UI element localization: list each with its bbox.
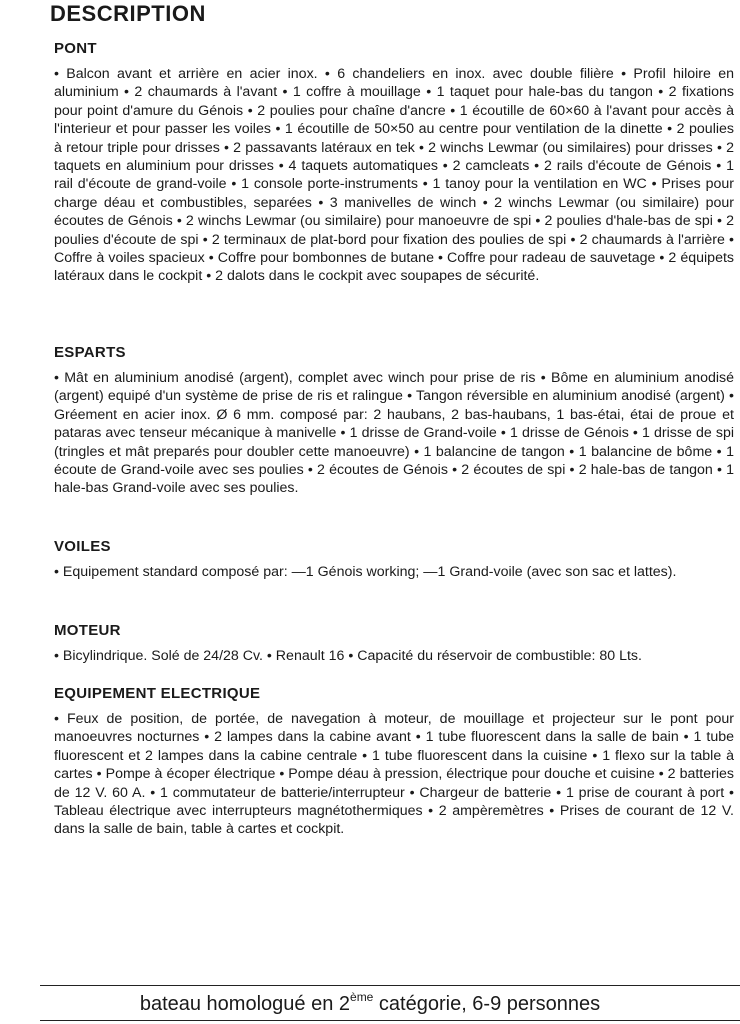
footer-text-after: catégorie, 6-9 personnes xyxy=(373,993,601,1015)
section-heading-voiles: VOILES xyxy=(54,538,111,555)
footer-bottom-rule xyxy=(40,1020,740,1021)
section-body-esparts: • Mât en aluminium anodisé (argent), complet avec winch pour prise de ris • Bôme en aluminium anodisé (argent) equipé d'un système de prise de ris et ralingue • Tangon réversible en aluminium anodisé (argent) • Gréement en acier inox. Ø 6 mm. composé par: 2 haubans, 2 bas-haubans, 1 bas-étai, étai de proue et pataras avec tenseur mécanique à manivelle • 1 drisse de Grand-voile • 1 drisse de Génois • 1 drisse de spi (tringles et mât preparés pour doubler cette manoeuvre) • 1 balancine de tangon • 1 balancine de bôme • 1 écoute de Grand-voile avec ses poulies • 2 écoutes de Génois • 2 écoutes de spi • 2 hale-bas de tangon • 1 hale-bas Grand-voile avec ses poulies. xyxy=(54,370,734,497)
section-moteur xyxy=(54,622,734,665)
section-body-voiles: • Equipement standard composé par: —1 Génois working; —1 Grand-voile (avec son sac et lattes). xyxy=(54,564,677,580)
section-heading-equipement-electrique: EQUIPEMENT ELECTRIQUE xyxy=(54,685,261,702)
footer-text-before: bateau homologué en 2 xyxy=(139,993,351,1015)
section-voiles xyxy=(54,538,734,581)
section-equipement-electrique xyxy=(54,685,734,839)
section-esparts xyxy=(54,344,734,498)
section-body-equipement-electrique: • Feux de position, de portée, de navegation à moteur, de mouillage et projecteur sur le pont pour manoeuvres nocturnes • 2 lampes dans la cabine avant • 1 tube fluorescent dans la salle de bain • 1 tube fluorescent et 2 lampes dans la cabine centrale • 1 tube fluorescent dans la cuisine • 1 flexo sur la table à cartes • Pompe à écoper électrique • Pompe déau à pression, électrique pour douche et cuisine • 2 batteries de 12 V. 60 A. • 1 commutateur de batterie/interrupteur • Chargeur de batterie • 1 prise de courant à port • Tableau électrique avec interrupteurs magnétothermiques • 2 ampèremètres • Prises de courant de 12 V. dans la salle de bain, table à cartes et cockpit. xyxy=(54,711,734,838)
section-pont xyxy=(54,40,734,286)
section-heading-moteur: MOTEUR xyxy=(54,622,121,639)
footer-homologation xyxy=(0,990,740,1016)
page-title: DESCRIPTION xyxy=(50,1,206,26)
section-heading-esparts: ESPARTS xyxy=(54,344,126,361)
section-body-pont: • Balcon avant et arrière en acier inox. • 6 chandeliers en inox. avec double filière • Profil hiloire en aluminium • 2 chaumards à l'avant • 1 coffre à mouillage • 1 taquet pour hale-bas du tangon • 2 fixations pour point d'amure du Génois • 2 poulies pour chaîne d'ancre • 1 écoutille de 60×60 à l'avant pour accès à l'interieur et pour passer les voiles • 1 écoutille de 50×50 au centre pour ventilation de la dinette • 2 poulies à retour triple pour drisses • 2 passavants latéraux en tek • 2 winchs Lewmar (ou similaires) pour drisses • 2 taquets en aluminium pour drisses • 4 taquets automatiques • 2 camcleats • 2 rails d'écoute de Génois • 1 rail d'écoute de grand-voile • 1 console porte-instruments • 1 tanoy pour la ventilation en WC • Prises pour charge déau et combustibles, separées • 3 manivelles de winch • 2 winchs Lewmar (ou similaire) pour écoutes de Génois • 2 winchs Lewmar (ou similaire) pour manoeuvre de spi • 2 poulies d'hale-bas de spi • 2 poulies d'écoute de spi • 2 terminaux de plat-bord pour fixation des poulies de spi • 2 chaumards à l'arrière • Coffre à voiles spacieux • Coffre pour bombonnes de butane • Coffre pour radeau de sauvetage • 2 équipets latéraux dans le cockpit • 2 dalots dans le cockpit avec soupapes de sécurité. xyxy=(54,66,734,285)
section-body-moteur: • Bicylindrique. Solé de 24/28 Cv. • Renault 16 • Capacité du réservoir de combustible: 80 Lts. xyxy=(54,648,642,664)
section-heading-pont: PONT xyxy=(54,40,97,57)
footer-top-rule xyxy=(40,985,740,986)
footer-text-superscript: ème xyxy=(350,990,374,1004)
